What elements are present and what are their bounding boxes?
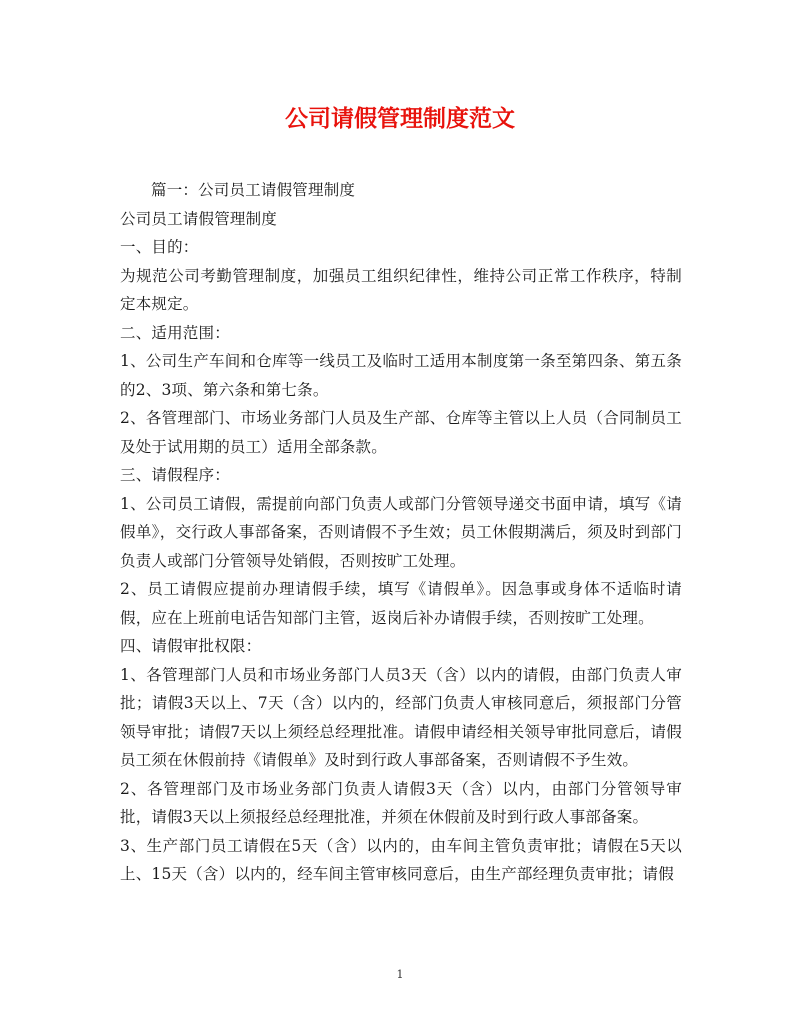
paragraph: 为规范公司考勤管理制度，加强员工组织纪律性，维持公司正常工作秩序，特制定本规定。 <box>120 266 682 313</box>
paragraph: 三、请假程序： <box>120 466 230 484</box>
paragraph: 公司员工请假管理制度 <box>120 209 278 228</box>
paragraph: 二、适用范围： <box>120 323 230 342</box>
paragraph: 1、公司生产车间和仓库等一线员工及临时工适用本制度第一条至第四条、第五条的2、3项、第六条和第七条。 <box>120 352 682 399</box>
section-heading: 篇一：公司员工请假管理制度 <box>151 181 356 199</box>
paragraph: 1、公司员工请假，需提前向部门负责人或部门分管领导递交书面申请，填写《请假单》，交行政人事部备案，否则请假不予生效；员工休假期满后，须及时到部门负责人或部门分管领导处销假，否则按旷工处理。 <box>120 494 682 570</box>
document-body <box>120 176 682 889</box>
paragraph: 2、各管理部门、市场业务部门人员及生产部、仓库等主管以上人员（合同制员工及处于试用期的员工）适用全部条款。 <box>120 409 682 456</box>
paragraph: 四、请假审批权限： <box>120 637 262 655</box>
paragraph: 1、各管理部门人员和市场业务部门人员3天（含）以内的请假，由部门负责人审批；请假3天以上、7天（含）以内的，经部门负责人审核同意后，须报部门分管领导审批；请假7天以上须经总经理批准。请假申请经相关领导审批同意后，请假员工须在休假前持《请假单》及时到行政人事部备案，否则请假不予生效。 <box>120 665 682 769</box>
paragraph: 3、生产部门员工请假在5天（含）以内的，由车间主管负责审批；请假在5天以上、15天（含）以内的，经车间主管审核同意后，由生产部经理负责审批；请假 <box>120 836 682 883</box>
paragraph: 2、员工请假应提前办理请假手续，填写《请假单》。因急事或身体不适临时请假，应在上班前电话告知部门主管，返岗后补办请假手续，否则按旷工处理。 <box>120 580 682 627</box>
document-title: 公司请假管理制度范文 <box>285 105 515 132</box>
page-number: 1 <box>396 968 404 981</box>
paragraph: 一、目的： <box>120 238 199 256</box>
paragraph: 2、各管理部门及市场业务部门负责人请假3天（含）以内，由部门分管领导审批，请假3天以上须报经总经理批准，并须在休假前及时到行政人事部备案。 <box>120 779 682 826</box>
